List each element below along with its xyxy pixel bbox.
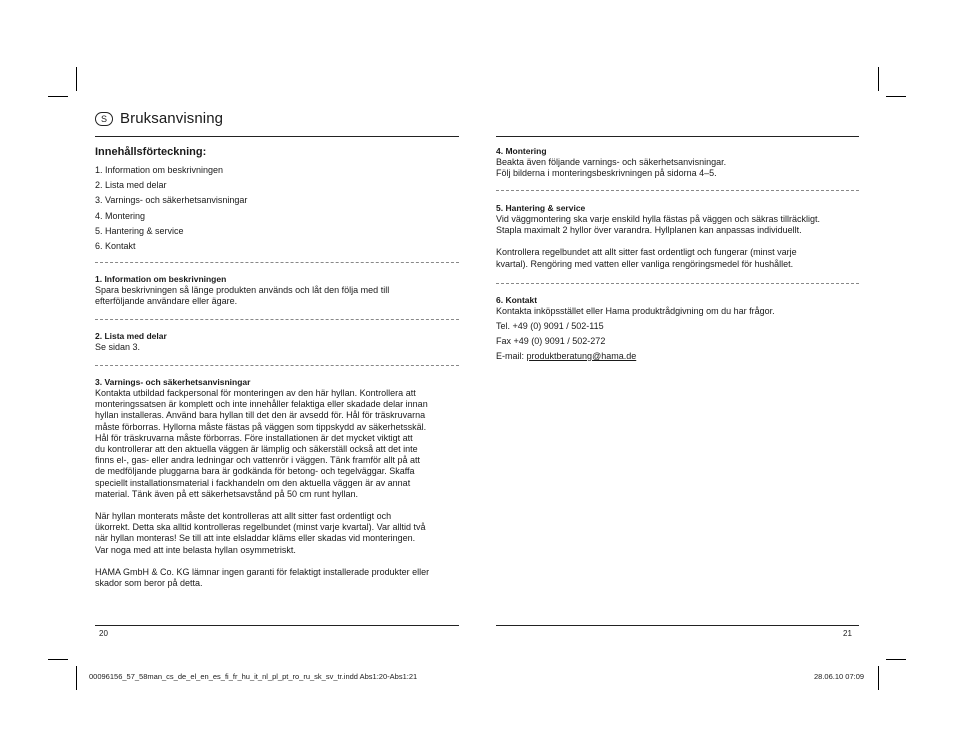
toc-item: 1. Information om beskrivningen (95, 165, 224, 175)
section-heading: 5. Hantering & service (496, 203, 586, 213)
page-header (95, 110, 459, 127)
toc-item: 6. Kontakt (95, 241, 136, 252)
section-parts-list (95, 331, 461, 353)
section-heading: 2. Lista med delar (95, 331, 167, 341)
print-slug-date: 28.06.10 07:09 (814, 672, 865, 681)
email-line (496, 349, 636, 364)
crop-mark (48, 96, 68, 97)
contact-details (496, 319, 636, 364)
crop-mark (886, 659, 906, 660)
toc-item: 5. Hantering & service (95, 225, 184, 236)
section-handling (496, 203, 862, 270)
section-divider (95, 262, 459, 263)
email-link[interactable]: produktberatung@hama.de (526, 351, 637, 361)
toc-title: Innehållsförteckning: (95, 146, 207, 158)
section-text: När hyllan monterats måste det kontrolleras att allt sitter fast ordentligt och ükorrekt. Detta ska alltid kontrolleras regelbundet (minst varje kvartal). Var alltid två när hyllan monteras! Se till att inte elsladdar kläms eller skadas vid monteringen. Var noga med att inte belasta hyllan osymmetriskt. (95, 511, 426, 555)
toc-item: 3. Varnings- och säkerhetsanvisningar (95, 195, 248, 206)
section-divider (496, 190, 859, 191)
toc-item: 2. Lista med delar (95, 180, 167, 191)
crop-mark (878, 67, 879, 91)
section-divider (496, 283, 859, 284)
print-slug-file: 00096156_57_58man_cs_de_el_en_es_fi_fr_hu_it_nl_pl_pt_ro_ru_sk_sv_tr.indd Abs1:20-Abs1:21 (89, 672, 418, 681)
header-rule (95, 136, 459, 137)
toc-item: 4. Montering (95, 210, 146, 221)
section-text: Kontrollera regelbundet att allt sitter fast ordentligt och fungerar (minst varje kvartal). Rengöring med vatten eller vanliga rengöringsmedel för hushållet. (496, 247, 797, 269)
crop-mark (76, 666, 77, 690)
toc-list (95, 163, 455, 254)
email-label: E-mail: (496, 351, 527, 361)
fax-number: Fax +49 (0) 9091 / 502-272 (496, 336, 606, 346)
section-contact (496, 295, 862, 317)
crop-mark (886, 96, 906, 97)
section-divider (95, 365, 459, 366)
page-number: 21 (843, 629, 852, 638)
section-safety (95, 377, 463, 589)
section-text: HAMA GmbH & Co. KG lämnar ingen garanti för felaktigt installerade produkter eller skador som beror på detta. (95, 566, 430, 589)
footer-rule (496, 625, 859, 626)
crop-mark (76, 67, 77, 91)
phone-number: Tel. +49 (0) 9091 / 502-115 (496, 321, 604, 331)
footer-rule (95, 625, 459, 626)
section-divider (95, 319, 459, 320)
section-text: Kontakta inköpsstället eller Hama produktrådgivning om du har frågor. (496, 306, 775, 316)
page-title: Bruksanvisning (120, 110, 224, 127)
section-text: Beakta även följande varnings- och säkerhetsanvisningar. Följ bilderna i monteringsbeskrivningen på sidorna 4–5. (496, 157, 727, 179)
language-badge: S (95, 112, 113, 126)
section-text: Spara beskrivningen så länge produkten används och låt den följa med till efterföljande användare eller ägare. (95, 285, 390, 307)
section-heading: 1. Information om beskrivningen (95, 274, 227, 284)
section-mounting (496, 146, 862, 179)
crop-mark (878, 666, 879, 690)
header-rule (496, 136, 859, 137)
crop-mark (48, 659, 68, 660)
section-text: Se sidan 3. (95, 342, 141, 352)
section-text: Kontakta utbildad fackpersonal för monteringen av den här hyllan. Kontrollera att monteringssatsen är komplett och inte innehåller felaktiga eller skadade delar innan hyllan installeras. Använd bara hyllan till det den är avsedd för. Hål för träskruvarna måste förborras. Hyllorna måste fästas på väggen som tippskydd av säkerhetsskäl. Hål för träskruvarna måste förborras. Före installationen är det mycket viktigt att du kontrollerar att den aktuella väggen är lämplig och säkerställ också att det inte finns el-, gas- eller andra ledningar och vattenrör i väggen. Tänk framför allt på att de medföljande pluggarna bara är godkända för betong- och tegelväggar. Skaffa speciellt installationsmaterial i fackhandeln om den aktuella väggen är av annat material. Tänk även på ett säkerhetsavstånd på 50 cm runt hyllan. (95, 388, 428, 499)
section-text: Vid väggmontering ska varje enskild hylla fästas på väggen och säkras tillräckligt. Stapla maximalt 2 hyllor över varandra. Hyllplanen kan anpassas individuellt. (496, 214, 820, 236)
section-information (95, 274, 461, 307)
section-heading: 6. Kontakt (496, 295, 538, 305)
section-heading: 4. Montering (496, 146, 547, 156)
section-heading: 3. Varnings- och säkerhetsanvisningar (95, 377, 251, 387)
page-number: 20 (99, 629, 108, 638)
